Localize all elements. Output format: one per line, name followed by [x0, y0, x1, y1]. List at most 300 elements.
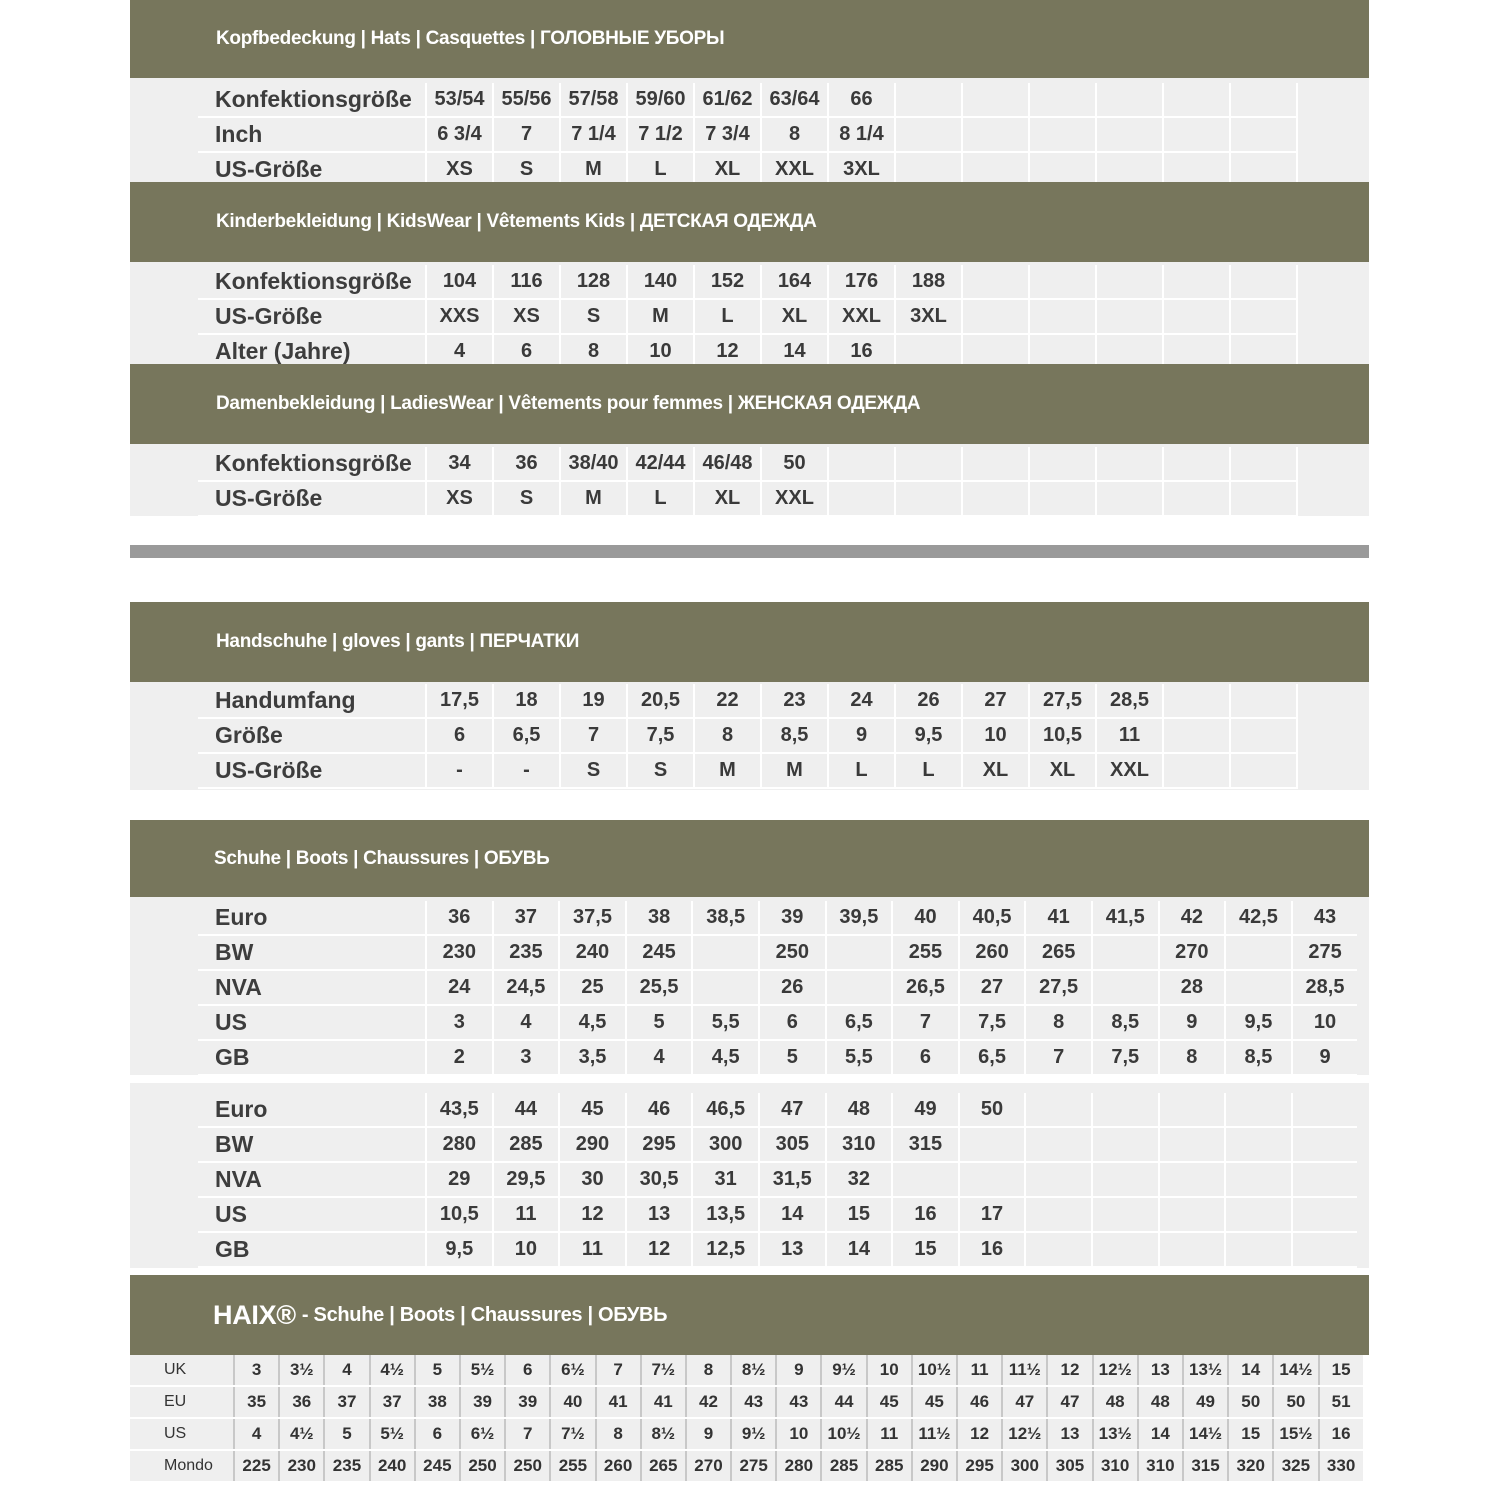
table-cell: 46,5 [692, 1093, 759, 1127]
table-cell: 10 [867, 1355, 912, 1386]
table-cell: 39 [759, 901, 826, 935]
table-cell: 29 [426, 1162, 493, 1197]
table-cell: 4 [426, 334, 493, 369]
table-cell: 49 [892, 1093, 959, 1127]
table-cell: 255 [892, 935, 959, 970]
table-cell: 39,5 [826, 901, 893, 935]
table-cell: 5,5 [692, 1005, 759, 1040]
table-cell: 310 [826, 1127, 893, 1162]
table-cell [1230, 265, 1297, 299]
table-cell: 31 [692, 1162, 759, 1197]
table-cell: 40 [892, 901, 959, 935]
gloves-header [130, 602, 1369, 682]
table-cell [1025, 1093, 1092, 1127]
table-cell: 3,5 [559, 1040, 626, 1075]
table-cell: 275 [1292, 935, 1358, 970]
table-cell [1225, 1197, 1292, 1232]
table-cell: 7 3/4 [694, 117, 761, 152]
table-cell: 4½ [279, 1418, 324, 1450]
table-cell: 5 [415, 1355, 460, 1386]
table-cell: 13 [1138, 1355, 1183, 1386]
table-cell: 10½ [821, 1418, 866, 1450]
table-cell: 41 [1025, 901, 1092, 935]
table-cell: 240 [370, 1450, 415, 1482]
table-cell: 8½ [731, 1355, 776, 1386]
table-cell: M [627, 299, 694, 334]
table-cell: 4,5 [692, 1040, 759, 1075]
row-label: Alter (Jahre) [198, 334, 426, 369]
table-cell [1092, 970, 1159, 1005]
table-cell: 53/54 [426, 83, 493, 117]
table-cell: 43 [776, 1386, 821, 1418]
table-cell: XXL [828, 299, 895, 334]
table-cell: 12,5 [692, 1232, 759, 1267]
table-cell: 7,5 [959, 1005, 1026, 1040]
table-cell: 61/62 [694, 83, 761, 117]
table-cell: 12 [626, 1232, 693, 1267]
table-cell: 27 [962, 684, 1029, 718]
table-cell: 7,5 [1092, 1040, 1159, 1075]
row-label: BW [198, 1127, 426, 1162]
table-cell: 8 [694, 718, 761, 753]
table-cell: L [627, 152, 694, 187]
table-cell: 9,5 [426, 1232, 493, 1267]
table-cell: 5 [759, 1040, 826, 1075]
table-cell [1163, 265, 1230, 299]
table-cell [1163, 684, 1230, 718]
table-cell: 128 [560, 265, 627, 299]
table-cell: 235 [324, 1450, 369, 1482]
table-cell: 30,5 [626, 1162, 693, 1197]
hats-title: Kopfbedeckung | Hats | Casquettes | ГОЛОВНЫЕ УБОРЫ [216, 28, 725, 49]
table-cell [1025, 1162, 1092, 1197]
table-cell: 12½ [1093, 1355, 1138, 1386]
table-cell [1096, 265, 1163, 299]
table-cell: 48 [1093, 1386, 1138, 1418]
table-cell [895, 83, 962, 117]
table-cell: 26,5 [892, 970, 959, 1005]
table-row [198, 901, 1357, 935]
table-cell: 9,5 [1225, 1005, 1292, 1040]
shoes-header [130, 820, 1369, 897]
table-cell: - [493, 753, 560, 788]
table-row [198, 718, 1350, 753]
table-cell: 3 [234, 1355, 279, 1386]
row-label: US-Größe [198, 753, 426, 788]
table-cell [962, 117, 1029, 152]
table-cell [1230, 753, 1297, 788]
table-cell [826, 970, 893, 1005]
table-row [198, 1162, 1357, 1197]
table-cell [1092, 1162, 1159, 1197]
table-cell: 46/48 [694, 447, 761, 481]
table-cell: 44 [821, 1386, 866, 1418]
table-cell [1230, 447, 1297, 481]
table-cell: 7 1/2 [627, 117, 694, 152]
table-cell: 57/58 [560, 83, 627, 117]
table-cell: 25 [559, 970, 626, 1005]
table-cell [1096, 481, 1163, 516]
row-label: NVA [198, 1162, 426, 1197]
table-cell: 225 [234, 1450, 279, 1482]
table-cell: 8 [686, 1355, 731, 1386]
table-cell: 7 [560, 718, 627, 753]
table-cell: 38 [626, 901, 693, 935]
table-cell: 7 [892, 1005, 959, 1040]
table-cell: 40,5 [959, 901, 1026, 935]
table-cell [1225, 1162, 1292, 1197]
table-row [130, 1418, 1363, 1450]
table-cell: 230 [279, 1450, 324, 1482]
table-cell [1225, 1232, 1292, 1267]
table-end-cell [1297, 684, 1350, 718]
table-cell: 255 [550, 1450, 595, 1482]
table-cell [959, 1162, 1026, 1197]
table-cell [959, 1127, 1026, 1162]
table-row [198, 753, 1350, 788]
ladies-header [130, 364, 1369, 444]
table-cell: 51 [1319, 1386, 1363, 1418]
table-cell: 4½ [370, 1355, 415, 1386]
table-cell: 9½ [821, 1355, 866, 1386]
table-cell: 6,5 [493, 718, 560, 753]
table-cell: M [560, 152, 627, 187]
table-cell [1092, 1197, 1159, 1232]
table-cell [1096, 83, 1163, 117]
table-row [198, 299, 1350, 334]
table-cell: 116 [493, 265, 560, 299]
table-cell: 50 [1228, 1386, 1273, 1418]
table-cell: 11 [867, 1418, 912, 1450]
table-cell [1092, 935, 1159, 970]
table-cell [892, 1162, 959, 1197]
table-row [198, 83, 1350, 117]
table-cell: 12 [694, 334, 761, 369]
table-cell: 48 [826, 1093, 893, 1127]
table-cell: S [627, 753, 694, 788]
table-cell: 240 [559, 935, 626, 970]
table-cell: XXL [761, 481, 828, 516]
row-label: Euro [198, 1093, 426, 1127]
table-cell: 6,5 [826, 1005, 893, 1040]
table-cell: S [560, 299, 627, 334]
table-cell: 11 [559, 1232, 626, 1267]
table-cell: 295 [626, 1127, 693, 1162]
row-label: US-Größe [198, 152, 426, 187]
table-row [198, 935, 1357, 970]
table-cell: XL [694, 481, 761, 516]
table-cell: 320 [1228, 1450, 1273, 1482]
table-cell: 66 [828, 83, 895, 117]
table-cell: XL [761, 299, 828, 334]
table-row [198, 117, 1350, 152]
table-cell: 14 [826, 1232, 893, 1267]
table-cell [1225, 935, 1292, 970]
table-cell: 28,5 [1292, 970, 1358, 1005]
row-label: US [198, 1005, 426, 1040]
table-row [198, 1197, 1357, 1232]
table-cell [895, 117, 962, 152]
table-cell: 63/64 [761, 83, 828, 117]
table-row [198, 970, 1357, 1005]
table-end-cell [1297, 83, 1350, 117]
hats-header [130, 0, 1369, 78]
table-cell: 35 [234, 1386, 279, 1418]
gloves-table [198, 684, 1350, 789]
table-cell: 8 [560, 334, 627, 369]
table-cell: 280 [776, 1450, 821, 1482]
table-cell: L [627, 481, 694, 516]
table-cell: 11 [1096, 718, 1163, 753]
table-cell: 7½ [550, 1418, 595, 1450]
table-end-cell [1297, 481, 1350, 516]
table-cell: 8,5 [1225, 1040, 1292, 1075]
kids-title: Kinderbekleidung | KidsWear | Vêtements Kids | ДЕТСКАЯ ОДЕЖДА [216, 211, 817, 232]
table-cell: 305 [759, 1127, 826, 1162]
table-cell: 290 [559, 1127, 626, 1162]
table-cell: 4 [493, 1005, 560, 1040]
table-cell [1092, 1093, 1159, 1127]
table-cell: 275 [731, 1450, 776, 1482]
table-cell: 265 [1025, 935, 1092, 970]
table-cell: 37 [493, 901, 560, 935]
table-row [198, 265, 1350, 299]
table-cell: 8 [1025, 1005, 1092, 1040]
table-cell: 4,5 [559, 1005, 626, 1040]
table-cell [1292, 1127, 1358, 1162]
table-cell: 13,5 [692, 1197, 759, 1232]
table-cell [1230, 718, 1297, 753]
table-cell: 43 [1292, 901, 1358, 935]
table-cell: 235 [493, 935, 560, 970]
table-cell: 6 [415, 1418, 460, 1450]
shoes-table-1 [198, 901, 1357, 1076]
table-cell: 9 [828, 718, 895, 753]
row-label: US-Größe [198, 481, 426, 516]
table-cell: 43 [731, 1386, 776, 1418]
table-cell: 15 [826, 1197, 893, 1232]
table-cell: 7,5 [627, 718, 694, 753]
table-end-cell [1297, 117, 1350, 152]
table-cell [1230, 117, 1297, 152]
table-cell: 5 [626, 1005, 693, 1040]
table-cell: L [828, 753, 895, 788]
haix-title: - Schuhe | Boots | Chaussures | ОБУВЬ [301, 1303, 668, 1326]
table-cell [1163, 447, 1230, 481]
table-cell: 36 [426, 901, 493, 935]
table-cell: 270 [1159, 935, 1226, 970]
table-cell: 29,5 [493, 1162, 560, 1197]
table-cell: 19 [560, 684, 627, 718]
table-cell: 152 [694, 265, 761, 299]
row-label: UK [130, 1355, 234, 1386]
table-cell: 24 [426, 970, 493, 1005]
table-cell: 4 [626, 1040, 693, 1075]
table-cell [1292, 1093, 1358, 1127]
table-row [198, 1005, 1357, 1040]
table-cell: 9 [686, 1418, 731, 1450]
table-end-cell [1297, 753, 1350, 788]
table-cell: 22 [694, 684, 761, 718]
table-cell: 31,5 [759, 1162, 826, 1197]
table-cell: 11½ [1002, 1355, 1047, 1386]
table-cell: 6 [892, 1040, 959, 1075]
table-cell: 37 [324, 1386, 369, 1418]
table-cell: 260 [959, 935, 1026, 970]
table-cell: 300 [692, 1127, 759, 1162]
shoes-table-2 [198, 1093, 1357, 1268]
table-cell: 6 3/4 [426, 117, 493, 152]
table-cell: 6 [493, 334, 560, 369]
table-cell: 6 [426, 718, 493, 753]
table-cell: 12 [957, 1418, 1002, 1450]
table-cell: 14 [1138, 1418, 1183, 1450]
table-cell: 230 [426, 935, 493, 970]
table-cell: XXL [761, 152, 828, 187]
table-cell: 5 [324, 1418, 369, 1450]
table-cell: 16 [1319, 1418, 1363, 1450]
table-cell: 245 [415, 1450, 460, 1482]
table-cell: 8 [1159, 1040, 1226, 1075]
table-cell: 14 [761, 334, 828, 369]
table-cell: 7 1/4 [560, 117, 627, 152]
table-cell [1029, 265, 1096, 299]
table-cell: 12½ [1002, 1418, 1047, 1450]
row-label: Mondo [130, 1450, 234, 1482]
table-cell: S [493, 481, 560, 516]
table-cell [1159, 1232, 1226, 1267]
table-cell: 50 [761, 447, 828, 481]
table-cell: L [895, 753, 962, 788]
table-cell: 28,5 [1096, 684, 1163, 718]
table-cell [962, 83, 1029, 117]
table-cell: L [694, 299, 761, 334]
table-cell: 10½ [912, 1355, 957, 1386]
table-cell [1163, 481, 1230, 516]
table-cell: 12 [559, 1197, 626, 1232]
table-cell: 32 [826, 1162, 893, 1197]
table-cell: 44 [493, 1093, 560, 1127]
table-cell: - [426, 753, 493, 788]
table-cell: 13½ [1183, 1355, 1228, 1386]
ladies-table [198, 447, 1350, 517]
table-cell: 38/40 [560, 447, 627, 481]
row-label: Euro [198, 901, 426, 935]
table-cell [1025, 1197, 1092, 1232]
table-cell [1029, 117, 1096, 152]
table-cell: 46 [626, 1093, 693, 1127]
table-cell: 9 [1159, 1005, 1226, 1040]
table-cell: 5½ [460, 1355, 505, 1386]
row-label: Konfektionsgröße [198, 265, 426, 299]
table-cell: 10 [776, 1418, 821, 1450]
table-cell: 16 [959, 1232, 1026, 1267]
table-cell [1025, 1127, 1092, 1162]
table-cell [1163, 753, 1230, 788]
table-cell [1029, 83, 1096, 117]
table-row [198, 684, 1350, 718]
table-cell: 16 [892, 1197, 959, 1232]
table-cell: 41 [641, 1386, 686, 1418]
table-cell: 8,5 [761, 718, 828, 753]
table-cell: 42 [686, 1386, 731, 1418]
hats-table [198, 83, 1350, 188]
row-label: Inch [198, 117, 426, 152]
table-cell: 7 [596, 1355, 641, 1386]
table-cell: 285 [493, 1127, 560, 1162]
haix-table [130, 1355, 1363, 1483]
haix-brand: HAIX® [213, 1299, 296, 1330]
table-cell: 10 [627, 334, 694, 369]
table-cell: 5½ [370, 1418, 415, 1450]
table-cell [1225, 1127, 1292, 1162]
table-cell: 250 [505, 1450, 550, 1482]
table-cell: 4 [324, 1355, 369, 1386]
gloves-title: Handschuhe | gloves | gants | ПЕРЧАТКИ [216, 631, 580, 652]
table-cell: 45 [912, 1386, 957, 1418]
table-cell: 38 [415, 1386, 460, 1418]
table-cell [962, 481, 1029, 516]
table-cell: 47 [759, 1093, 826, 1127]
table-cell: 260 [596, 1450, 641, 1482]
table-cell [1230, 83, 1297, 117]
table-cell: 305 [1047, 1450, 1092, 1482]
table-cell: 13½ [1093, 1418, 1138, 1450]
table-cell [895, 481, 962, 516]
table-cell: 23 [761, 684, 828, 718]
table-cell [1096, 299, 1163, 334]
table-cell: 176 [828, 265, 895, 299]
table-cell [692, 935, 759, 970]
table-cell: 48 [1138, 1386, 1183, 1418]
table-cell: XS [426, 481, 493, 516]
table-cell: 26 [759, 970, 826, 1005]
table-cell [1159, 1162, 1226, 1197]
table-cell: 38,5 [692, 901, 759, 935]
table-cell: 34 [426, 447, 493, 481]
table-cell: 270 [686, 1450, 731, 1482]
table-cell: 9 [1292, 1040, 1358, 1075]
table-cell: 13 [626, 1197, 693, 1232]
table-end-cell [1297, 299, 1350, 334]
table-cell [1025, 1232, 1092, 1267]
table-cell [1092, 1127, 1159, 1162]
table-cell [1096, 117, 1163, 152]
table-row [130, 1355, 1363, 1386]
table-cell: 104 [426, 265, 493, 299]
row-label: NVA [198, 970, 426, 1005]
table-cell: 9½ [731, 1418, 776, 1450]
table-cell: 14½ [1273, 1355, 1318, 1386]
table-cell: 42/44 [627, 447, 694, 481]
table-cell: 27 [959, 970, 1026, 1005]
table-cell: 42 [1159, 901, 1226, 935]
table-cell [1163, 718, 1230, 753]
table-cell [1092, 1232, 1159, 1267]
table-cell [828, 481, 895, 516]
table-cell: 13 [759, 1232, 826, 1267]
table-cell: 18 [493, 684, 560, 718]
table-cell: M [694, 753, 761, 788]
table-cell [1096, 447, 1163, 481]
table-cell: 20,5 [627, 684, 694, 718]
table-cell: 17 [959, 1197, 1026, 1232]
table-cell: 36 [493, 447, 560, 481]
table-cell: 16 [828, 334, 895, 369]
table-cell: 46 [957, 1386, 1002, 1418]
table-cell: XL [962, 753, 1029, 788]
table-cell [828, 447, 895, 481]
